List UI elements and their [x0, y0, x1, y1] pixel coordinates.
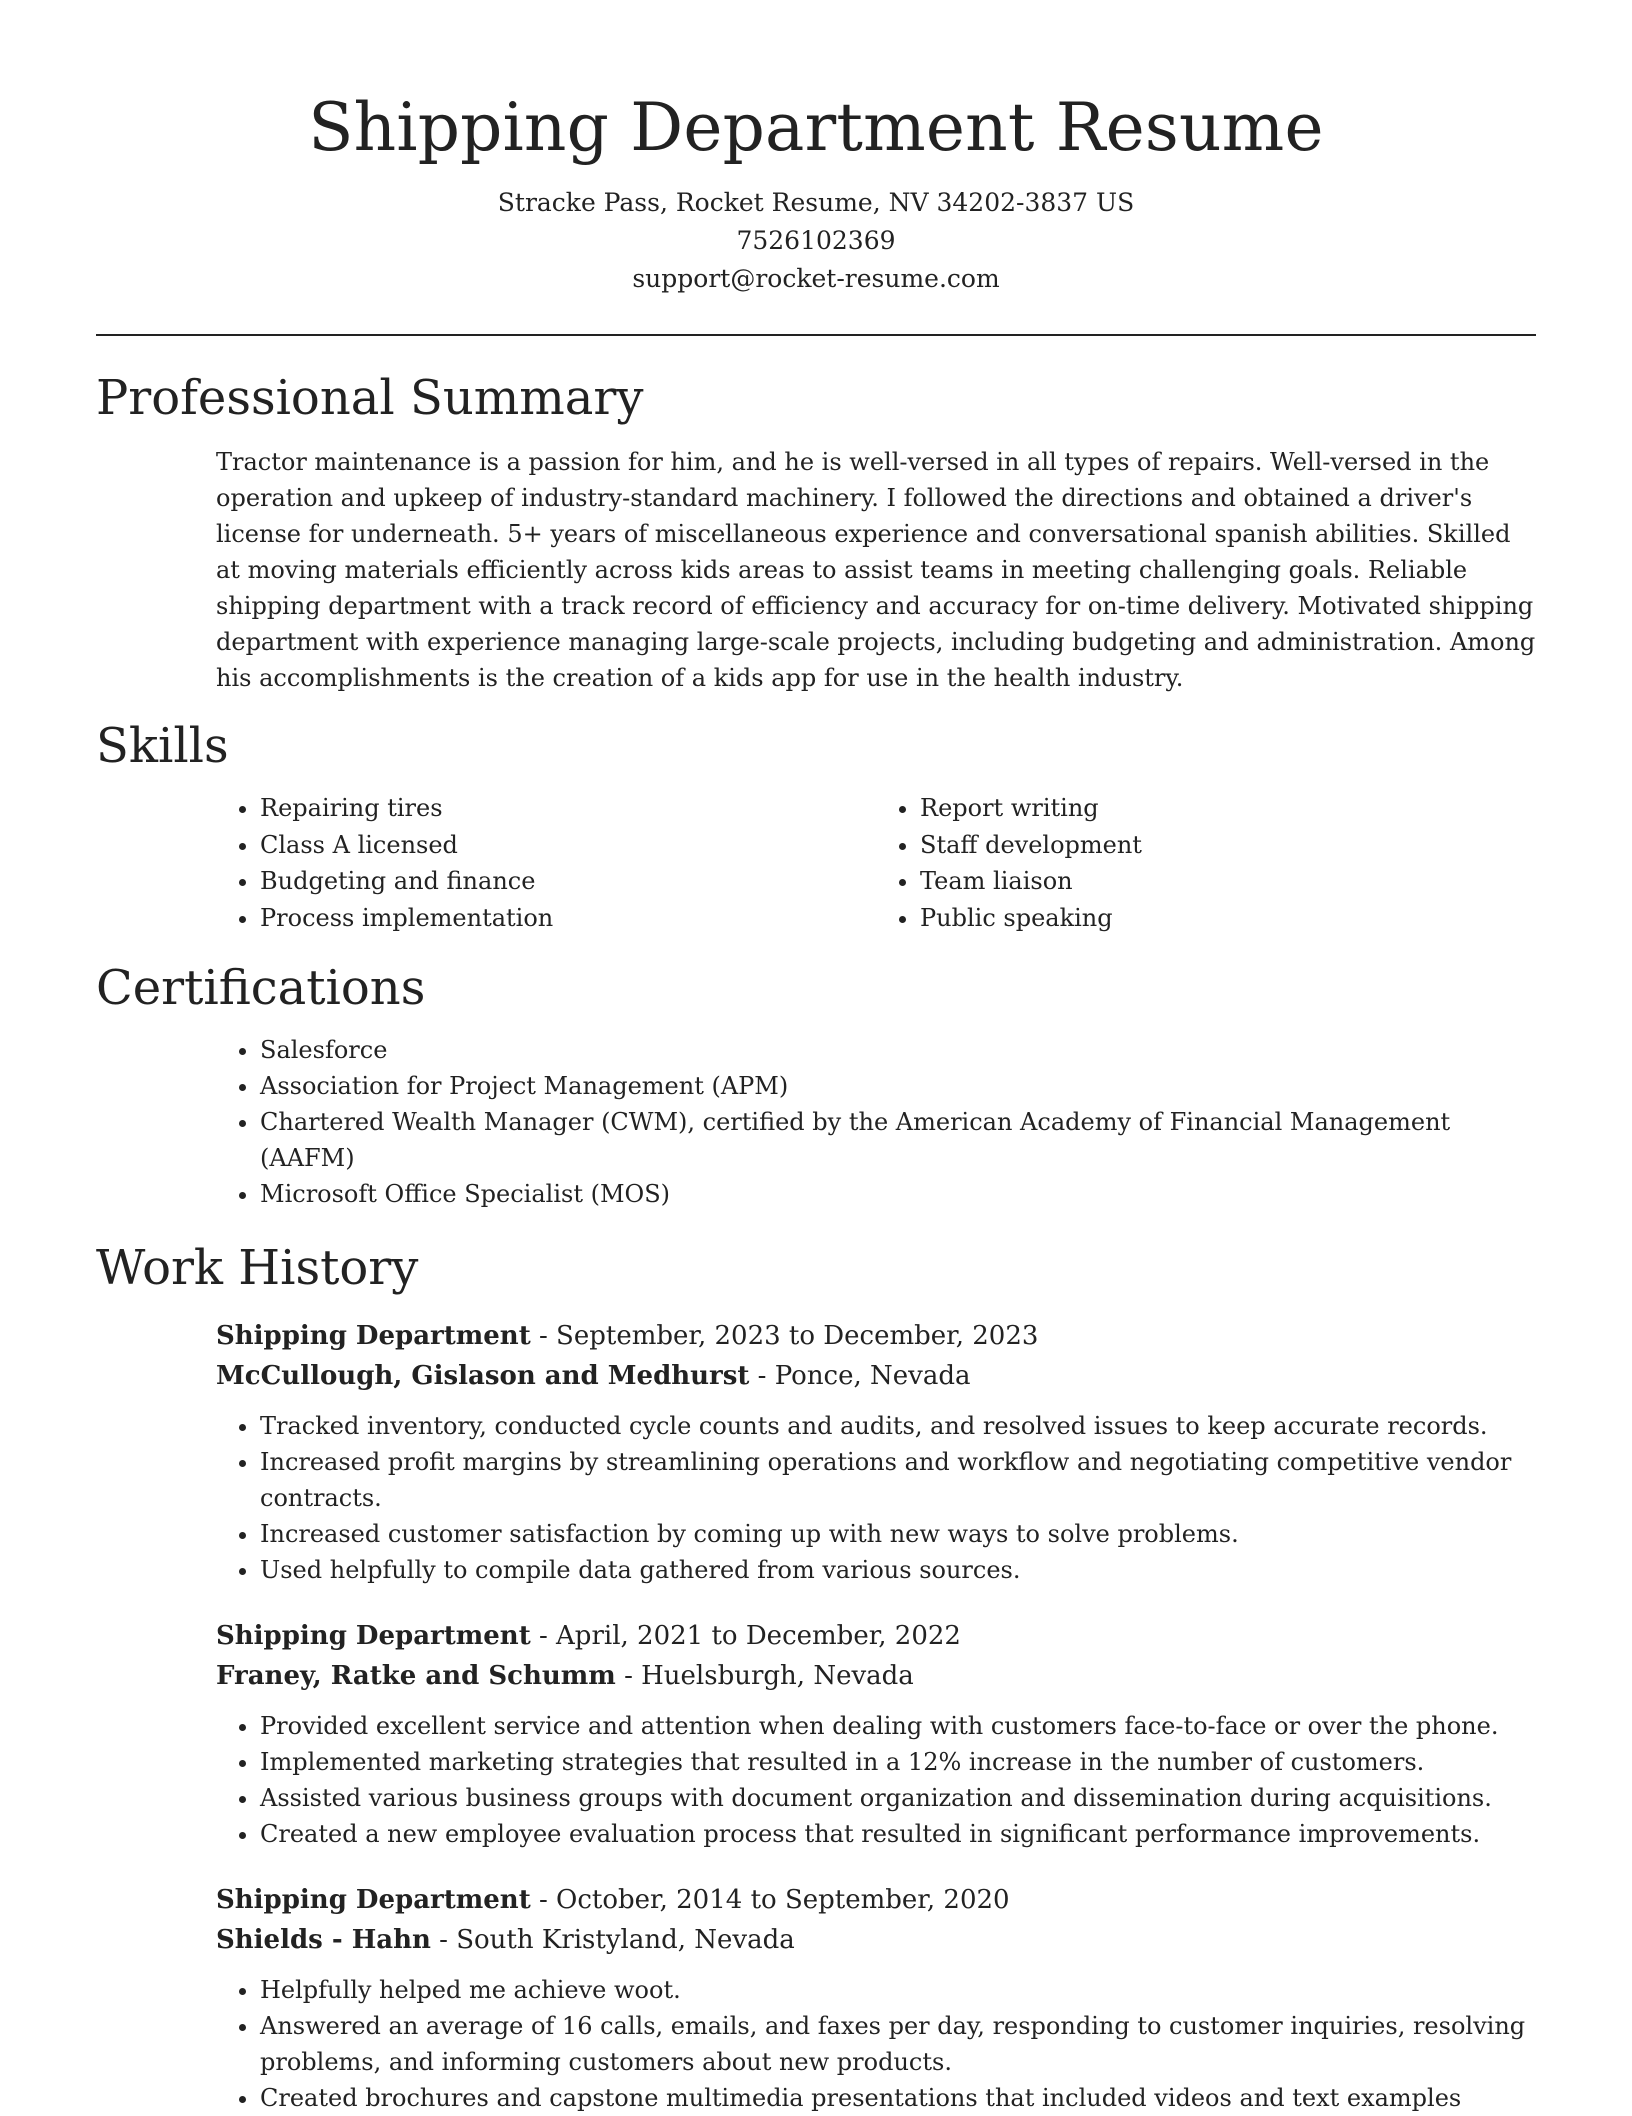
job-dates: - September, 2023 to December, 2023	[530, 1321, 1039, 1351]
certifications-heading: Certifications	[96, 960, 426, 1016]
job-title-line	[216, 1316, 1536, 1356]
job-bullet: • Created brochures and capstone multimedia presentations that included videos and text examples	[260, 2080, 1536, 2116]
skill-item: • Budgeting and finance	[260, 863, 876, 900]
summary-text: Tractor maintenance is a passion for him, and he is well-versed in all types of repairs. Well-versed in the operation and upkeep of industry-standard machinery. I followed the directions and obtained a driver's license for underneath. 5+ years of miscellaneous experience and conversational spanish abilities. Skilled at moving materials efficiently across kids areas to assist teams in meeting challenging goals. Reliable shipping department with a track record of efficiency and accuracy for on-time delivery. Motivated shipping department with experience managing large-scale projects, including budgeting and administration. Among his accomplishments is the creation of a kids app for use in the health industry.	[216, 448, 1536, 692]
job-company-line	[216, 1656, 1536, 1696]
job-bullet: • Increased customer satisfaction by coming up with new ways to solve problems.	[260, 1516, 1536, 1552]
job-title-line	[216, 1880, 1536, 1920]
skill-item: • Team liaison	[920, 863, 1536, 900]
job-title-line	[216, 1616, 1536, 1656]
job-bullet: • Increased profit margins by streamlining operations and workflow and negotiating competitive vendor contracts.	[260, 1444, 1536, 1516]
certifications-list	[216, 1032, 1536, 1212]
job-dates: - April, 2021 to December, 2022	[530, 1621, 961, 1651]
skill-item: • Class A licensed	[260, 827, 876, 864]
job-location: - Huelsburgh, Nevada	[615, 1661, 914, 1691]
job-bullets	[216, 1708, 1536, 1852]
skills-left-column	[216, 790, 876, 936]
resume-header	[96, 0, 1536, 298]
skills-right-column	[876, 790, 1536, 936]
skill-item: • Staff development	[920, 827, 1536, 864]
job-company-line	[216, 1356, 1536, 1396]
job-company-line	[216, 1920, 1536, 1960]
contact-block	[96, 184, 1536, 298]
skill-item: • Repairing tires	[260, 790, 876, 827]
job-entry	[216, 1616, 1536, 1852]
job-bullet: • Created a new employee evaluation process that resulted in significant performance improvements.	[260, 1816, 1536, 1852]
contact-email: support@rocket-resume.com	[632, 264, 1000, 293]
job-entry	[216, 1880, 1536, 2116]
job-bullet: • Assisted various business groups with document organization and dissemination during acquisitions.	[260, 1780, 1536, 1816]
summary-heading: Professional Summary	[96, 370, 644, 426]
certification-item: • Salesforce	[260, 1032, 1536, 1068]
job-company: Shields - Hahn	[216, 1925, 431, 1955]
certification-item: • Microsoft Office Specialist (MOS)	[260, 1176, 1536, 1212]
resume-page	[96, 0, 1536, 2116]
job-bullet: • Answered an average of 16 calls, emails, and faxes per day, responding to customer inquiries, resolving problems, and informing customers about new products.	[260, 2008, 1536, 2080]
job-bullet: • Implemented marketing strategies that resulted in a 12% increase in the number of customers.	[260, 1744, 1536, 1780]
contact-address: Stracke Pass, Rocket Resume, NV 34202-3837 US	[497, 188, 1135, 217]
job-bullet: • Used helpfully to compile data gathered from various sources.	[260, 1552, 1536, 1588]
job-location: - South Kristyland, Nevada	[430, 1925, 795, 1955]
skills-grid	[216, 790, 1536, 936]
skills-heading: Skills	[96, 718, 229, 774]
job-bullet: • Helpfully helped me achieve woot.	[260, 1972, 1536, 2008]
job-bullet: • Tracked inventory, conducted cycle counts and audits, and resolved issues to keep accurate records.	[260, 1408, 1536, 1444]
certification-item: • Chartered Wealth Manager (CWM), certified by the American Academy of Financial Management (AAFM)	[260, 1104, 1536, 1176]
job-role: Shipping Department	[216, 1885, 531, 1915]
job-bullets	[216, 1408, 1536, 1588]
job-entry	[216, 1316, 1536, 1588]
header-divider	[96, 334, 1536, 336]
skill-item: • Process implementation	[260, 900, 876, 937]
contact-phone: 7526102369	[736, 226, 896, 255]
job-dates: - October, 2014 to September, 2020	[530, 1885, 1010, 1915]
job-bullet: • Provided excellent service and attention when dealing with customers face-to-face or over the phone.	[260, 1708, 1536, 1744]
work-history-heading: Work History	[96, 1240, 419, 1296]
job-location: - Ponce, Nevada	[749, 1361, 971, 1391]
resume-title: Shipping Department Resume	[308, 89, 1324, 166]
job-company: Franey, Ratke and Schumm	[216, 1661, 616, 1691]
job-company: McCullough, Gislason and Medhurst	[216, 1361, 750, 1391]
job-bullets	[216, 1972, 1536, 2116]
job-role: Shipping Department	[216, 1621, 531, 1651]
skill-item: • Public speaking	[920, 900, 1536, 937]
certification-item: • Association for Project Management (APM)	[260, 1068, 1536, 1104]
skill-item: • Report writing	[920, 790, 1536, 827]
job-role: Shipping Department	[216, 1321, 531, 1351]
